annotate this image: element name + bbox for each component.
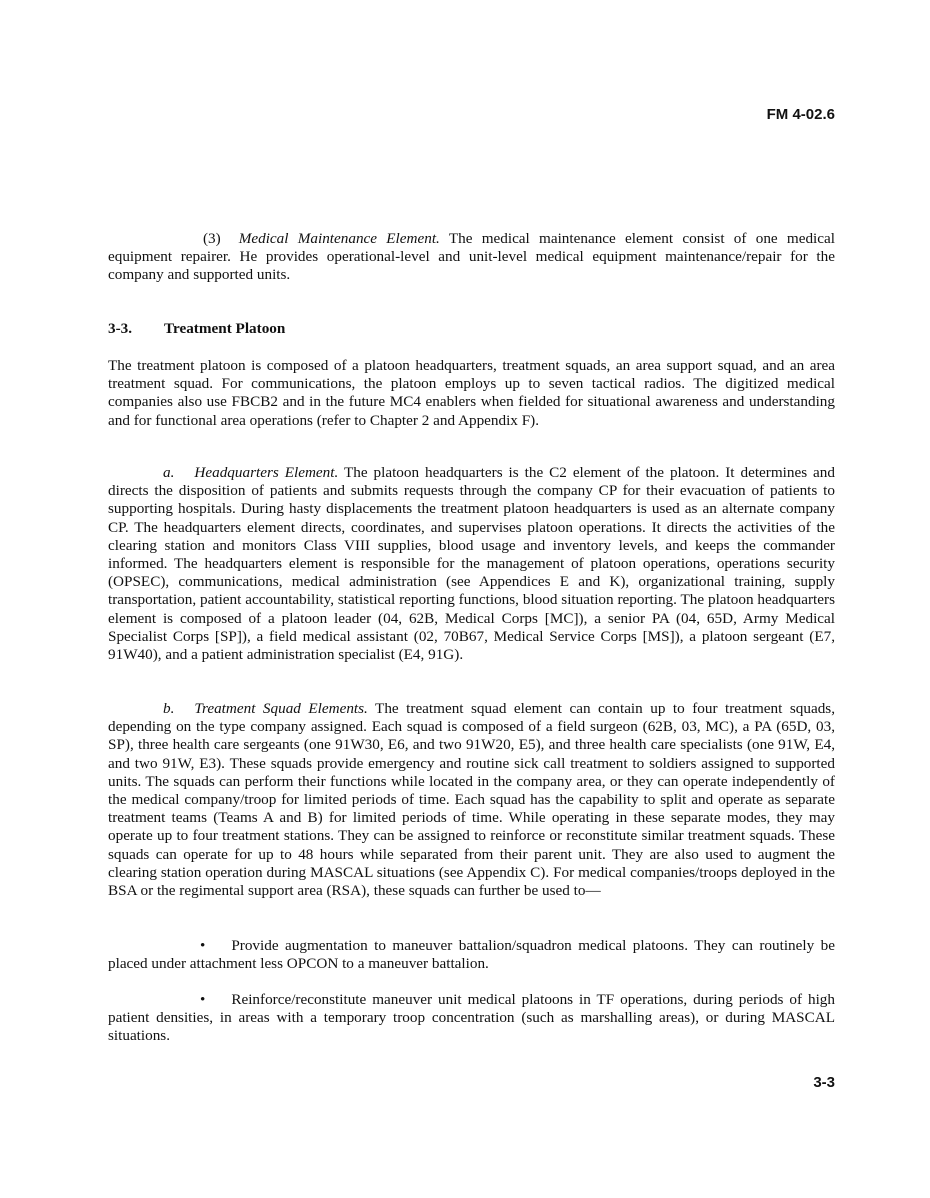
- bullet-text: Provide augmentation to maneuver battalion/squadron medical platoons. They can routinely be placed under attachment less OPCON to a maneuver battalion.: [108, 937, 835, 973]
- paragraph-medical-maintenance: [108, 230, 835, 285]
- bullet-item: [108, 937, 835, 973]
- para-title: Treatment Squad Elements.: [194, 700, 368, 717]
- para-number: a.: [163, 464, 175, 481]
- bullet-icon: •: [200, 991, 206, 1008]
- para-number: (3): [203, 230, 221, 247]
- bullet-text: Reinforce/reconstitute maneuver unit medical platoons in TF operations, during periods of high patient densities, in areas with a temporary troop concentration (such as marshalling areas), or during MASCAL situations.: [108, 991, 835, 1045]
- bullet-icon: •: [200, 937, 206, 954]
- document-id-header: FM 4-02.6: [766, 106, 835, 123]
- section-heading: [108, 320, 835, 338]
- bullet-item: [108, 991, 835, 1046]
- section-number: 3-3.: [108, 320, 133, 337]
- para-text: The platoon headquarters is the C2 element of the platoon. It determines and directs the disposition of patients and submits requests through the company CP for their evacuation of patients to supporting hospitals. During hasty displacements the treatment platoon headquarters is used as an alternate company CP. The headquarters element directs, coordinates, and supervises platoon operations. It directs the activities of the clearing station and monitors Class VIII supplies, blood usage and inventory levels, and keeps the commander informed. The headquarters element is responsible for the management of platoon operations, operations security (OPSEC), communications, medical administration (see Appendices E and K), organizational training, supply transportation, patient accountability, statistical reporting functions, blood situation reporting. The platoon headquarters element is composed of a platoon leader (04, 62B, Medical Corps [MC]), a senior PA (04, 65D, Army Medical Specialist Corps [SP]), a field medical assistant (02, 70B67, Medical Service Corps [MS]), a platoon sergeant (E7, 91W40), and a patient administration specialist (E4, 91G).: [108, 464, 835, 664]
- para-title: Medical Maintenance Element.: [238, 230, 440, 247]
- paragraph-headquarters-element: [108, 464, 835, 664]
- para-title: Headquarters Element.: [194, 464, 339, 481]
- paragraph-intro: The treatment platoon is composed of a platoon headquarters, treatment squads, an area support squad, and an area treatment squad. For communications, the platoon employs up to seven tactical radios. The digitized medical companies also use FBCB2 and in the future MC4 enablers when fielded for situational awareness and understanding and for functional area operations (refer to Chapter 2 and Appendix F).: [108, 357, 835, 429]
- page-number-footer: 3-3: [813, 1074, 835, 1091]
- para-text: The medical maintenance element consist of one medical equipment repairer. He provides operational-level and unit-level medical equipment maintenance/repair for the company and supported units.: [108, 230, 835, 284]
- para-text: The treatment squad element can contain up to four treatment squads, depending on the type company assigned. Each squad is composed of a field surgeon (62B, 03, MC), a PA (65D, 03, SP), three health care sergeants (one 91W30, E6, and two 91W20, E5), and three health care specialists (one 91W, E4, and two 91W, E3). These squads provide emergency and routine sick call treatment to soldiers assigned to supported units. The squads can perform their functions while located in the company area, or they can operate independently of the medical company/troop for limited periods of time. Each squad has the capability to split and operate as separate treatment teams (Teams A and B) for limited periods of time. While operating in these separate modes, they may operate up to four treatment stations. They can be assigned to reinforce or reconstitute similar treatment squads. These squads can operate for up to 48 hours while separated from their parent unit. They are also used to augment the clearing station operation during MASCAL situations (see Appendix C). For medical companies/troops deployed in the BSA or the regimental support area (RSA), these squads can further be used to—: [108, 700, 835, 900]
- para-number: b.: [163, 700, 175, 717]
- section-title: Treatment Platoon: [164, 320, 286, 337]
- paragraph-treatment-squad-elements: [108, 700, 835, 900]
